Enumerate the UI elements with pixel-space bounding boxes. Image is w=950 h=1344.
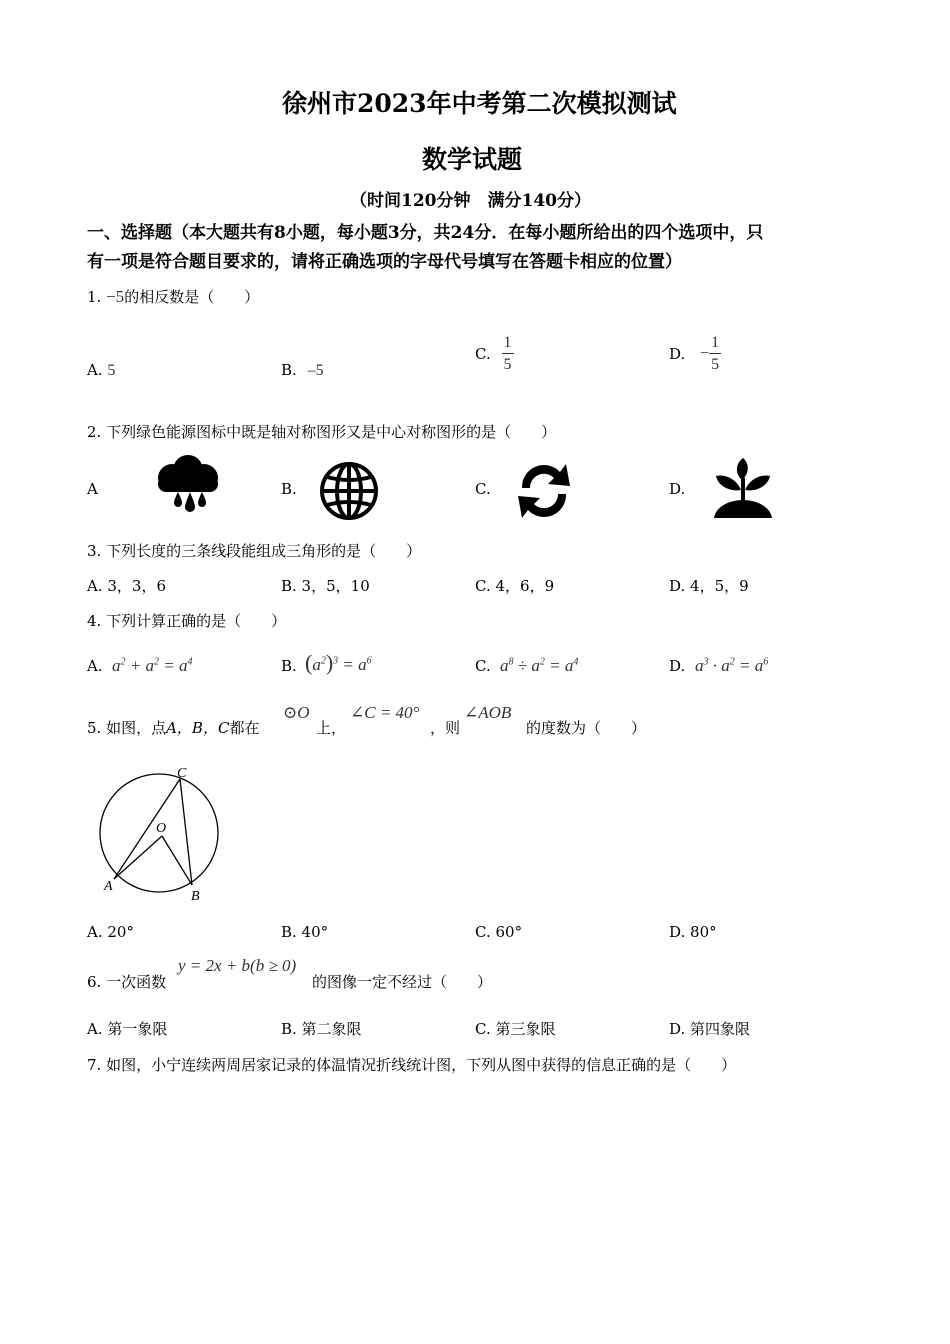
question-3: 3. 下列长度的三条线段能组成三角形的是（ ） bbox=[87, 542, 422, 560]
q1-option-b bbox=[281, 361, 324, 380]
cloud-rain-icon bbox=[154, 454, 222, 518]
point-label-b: B bbox=[191, 889, 200, 904]
question-5-mid1: 都在 bbox=[229, 719, 260, 737]
time-info: （时间120分钟 满分140分） bbox=[350, 191, 591, 211]
question-1 bbox=[87, 286, 259, 307]
q3-option-c: C. 4，6，9 bbox=[475, 577, 555, 595]
q1-option-a-value: 5 bbox=[107, 362, 116, 379]
question-6-prefix: 6. 一次函数 bbox=[87, 973, 167, 991]
exam-subtitle: 数学试题 bbox=[422, 145, 523, 174]
question-5-prefix-text: 5. 如图，点 bbox=[87, 719, 167, 737]
q1-option-d-sign: − bbox=[700, 345, 710, 362]
question-7: 7. 如图，小宁连续两周居家记录的体温情况折线统计图，下列从图中获得的信息正确的是（ ） bbox=[87, 1056, 737, 1074]
q1-option-d-label: D. bbox=[669, 345, 686, 363]
q4-option-b-formula: $(a^2)^3 = a^6$ bbox=[305, 650, 372, 675]
q1-option-a bbox=[87, 361, 115, 380]
question-1-text: 的相反数是（ ） bbox=[124, 288, 260, 306]
question-1-number: 1. bbox=[87, 288, 102, 306]
q2-label-d: D. bbox=[669, 480, 686, 498]
recycle-arrows-icon bbox=[512, 460, 576, 522]
q5-option-c: C. 60° bbox=[475, 923, 523, 941]
q1-option-c-denominator: 5 bbox=[503, 356, 512, 373]
question-5-prefix bbox=[87, 717, 259, 738]
q4-option-c-formula: $a^8 \div a^2 = a^4$ bbox=[500, 656, 579, 675]
plant-sprout-icon bbox=[710, 452, 776, 520]
q4-option-c-label: C. bbox=[475, 657, 491, 675]
globe-icon bbox=[318, 460, 380, 522]
question-5-mid3: ，则 bbox=[430, 719, 461, 737]
question-6-suffix: 的图像一定不经过（ ） bbox=[312, 973, 493, 991]
q1-option-d-denominator: 5 bbox=[711, 356, 720, 373]
q3-option-a: A. 3，3，6 bbox=[87, 577, 166, 595]
question-5-angle: ∠C = 40° bbox=[350, 703, 420, 722]
question-6-formula: y = 2x + b(b ≥ 0) bbox=[178, 956, 297, 975]
q5-option-d: D. 80° bbox=[669, 923, 717, 941]
q1-option-b-value: –5 bbox=[307, 362, 324, 379]
point-label-c: C bbox=[177, 766, 187, 781]
q5-option-a: A. 20° bbox=[87, 923, 134, 941]
q6-option-d: D. 第四象限 bbox=[669, 1020, 751, 1038]
q1-option-d-fraction bbox=[709, 335, 721, 373]
circle-geometry-figure bbox=[94, 764, 226, 906]
question-4: 4. 下列计算正确的是（ ） bbox=[87, 612, 287, 630]
q2-label-c: C. bbox=[475, 480, 491, 498]
q6-option-b: B. 第二象限 bbox=[281, 1020, 362, 1038]
question-5-points: A，B，C bbox=[166, 719, 230, 737]
q1-option-c bbox=[475, 335, 514, 373]
q4-option-a-label: A. bbox=[87, 657, 103, 675]
question-5-target: ∠AOB bbox=[464, 703, 512, 722]
section-heading-line2: 有一项是符合题目要求的，请将正确选项的字母代号填写在答题卡相应的位置） bbox=[87, 252, 682, 272]
question-1-expression: −5 bbox=[106, 287, 125, 306]
point-label-o: O bbox=[156, 821, 167, 836]
section-heading-line1: 一、选择题（本大题共有8小题，每小题3分，共24分．在每小题所给出的四个选项中，只 bbox=[87, 223, 764, 243]
q4-option-d-formula: $a^3 \cdot a^2 = a^6$ bbox=[695, 656, 769, 675]
question-5-circle: ⊙O bbox=[283, 703, 310, 722]
q3-option-b: B. 3，5，10 bbox=[281, 577, 370, 595]
question-5-suffix: 的度数为（ ） bbox=[526, 719, 647, 737]
q2-label-a: A bbox=[87, 480, 98, 498]
q4-option-b-label: B. bbox=[281, 657, 297, 675]
q6-option-a: A. 第一象限 bbox=[87, 1020, 168, 1038]
q3-option-d: D. 4，5，9 bbox=[669, 577, 749, 595]
q1-option-d bbox=[669, 335, 721, 373]
exam-title: 徐州市2023年中考第二次模拟测试 bbox=[282, 89, 677, 118]
q1-option-b-label: B. bbox=[281, 361, 297, 379]
q6-option-c: C. 第三象限 bbox=[475, 1020, 556, 1038]
q1-option-c-fraction bbox=[502, 335, 514, 373]
q1-option-c-numerator: 1 bbox=[502, 335, 514, 354]
q4-option-a-formula: $a^2 + a^2 = a^4$ bbox=[112, 656, 193, 675]
question-2: 2. 下列绿色能源图标中既是轴对称图形又是中心对称图形的是（ ） bbox=[87, 423, 557, 441]
question-5-mid2: 上， bbox=[316, 719, 347, 737]
q2-label-b: B. bbox=[281, 480, 297, 498]
q5-option-b: B. 40° bbox=[281, 923, 329, 941]
point-label-a: A bbox=[104, 879, 113, 894]
q1-option-a-label: A. bbox=[87, 361, 103, 379]
q1-option-c-label: C. bbox=[475, 345, 491, 363]
q1-option-d-numerator: 1 bbox=[709, 335, 721, 354]
q4-option-d-label: D. bbox=[669, 657, 686, 675]
